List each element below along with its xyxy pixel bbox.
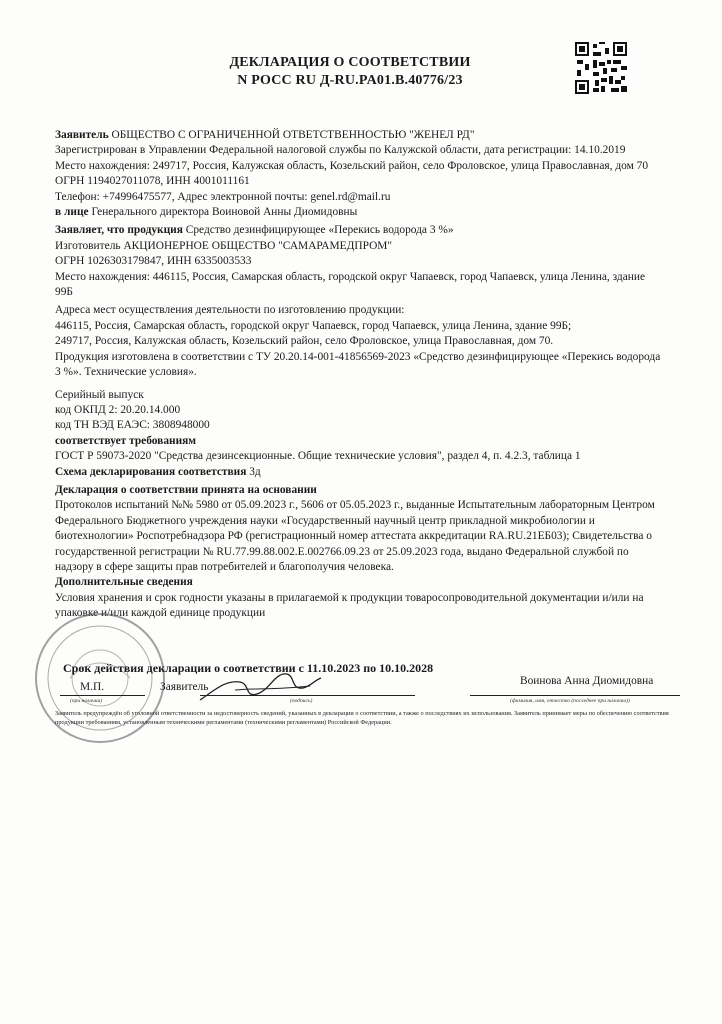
okpd-code: код ОКПД 2: 20.20.14.000 (55, 403, 181, 416)
validity-period: Срок действия декларации о соответствии с 11.10.2023 по 10.10.2028 (63, 661, 434, 675)
footnote: Заявитель предупреждён об уголовной ответственности за недостоверность сведений, указанных в декларации о соответствии, а также о последствиях их использования. Заявитель принимает меры по обеспечению соответствия продукции требованиям, установленным техническими регламентами (техническими регламентами) Российской Федерации. (55, 710, 669, 726)
tnved-code: код ТН ВЭД ЕАЭС: 3808948000 (55, 419, 210, 432)
production-label: Адреса мест осуществления деятельности по изготовлению продукции: (55, 304, 405, 317)
caption-mp: (при наличии) (70, 698, 103, 704)
signature-line (200, 695, 415, 696)
qr-code-icon (575, 42, 627, 94)
maker-line: Изготовитель АКЦИОНЕРНОЕ ОБЩЕСТВО "САМАРАМЕДПРОМ" (55, 239, 393, 252)
additional-label: Дополнительные сведения (55, 576, 193, 589)
applicant-person: в лице Генерального директора Воиновой Анны Диомидовны (55, 206, 358, 219)
applicant-name: ОБЩЕСТВО С ОГРАНИЧЕННОЙ ОТВЕТСТВЕННОСТЬЮ "ЖЕНЕЛ РД" (111, 129, 475, 141)
applicant-address: Место нахождения: 249717, Россия, Калужская область, Козельский район, село Фроловское, улица Православная, дом 70 (55, 159, 649, 172)
applicant-line: Заявитель ОБЩЕСТВО С ОГРАНИЧЕННОЙ ОТВЕТСТВЕННОСТЬЮ "ЖЕНЕЛ РД" (55, 129, 475, 141)
serial-production: Серийный выпуск (55, 388, 144, 401)
applicant-ogrn: ОГРН 1194027011078, ИНН 4001011161 (55, 175, 250, 188)
signer-name: Воинова Анна Диомидовна (520, 675, 654, 687)
declaration-body (55, 128, 665, 622)
seal-label: М.П. (80, 681, 105, 693)
basis-text: Протоколов испытаний №№ 5980 от 05.09.2023 г., 5606 от 05.05.2023 г., выданные Испытательным лабораторным Центром Федерального Бюджетного учреждения науки «Государственный научный центр прикладной микробиологии и биотехнологии» Роспотребнадзора РФ (регистрационный номер аттестата аккредитации RA.RU.21ЕБ03); Свидетельства о государственной регистрации № RU.77.99.88.002.Е.002766.09.23 от 25.09.2023 года, выдано Федеральной службой по надзору в сфере защиты прав потребителей и благополучия человека. (55, 499, 655, 573)
scheme-line: Схема декларирования соответствия 3д (55, 465, 261, 478)
applicant-contacts: Телефон: +74996475577, Адрес электронной почты: genel.rd@mail.ru (55, 190, 391, 203)
maker-address: Место нахождения: 446115, Россия, Самарская область, городской округ Чапаевск, город Чапаевск, улица Ленина, здание 99Б (55, 270, 646, 299)
production-address-1: 446115, Россия, Самарская область, городской округ Чапаевск, город Чапаевск, улица Ленина, здание 99Б; (55, 319, 572, 332)
product-spec: Продукция изготовлена в соответствии с ТУ 20.20.14-001-41856569-2023 «Средство дезинфицирующее «Перекись водорода 3 %». Технические условия». (55, 350, 661, 379)
requirements-label: соответствует требованиям (55, 434, 197, 447)
document-title: ДЕКЛАРАЦИЯ О СООТВЕТСТВИИ (229, 55, 471, 70)
product-line: Заявляет, что продукция Средство дезинфицирующее «Перекись водорода 3 %» (55, 224, 454, 237)
basis-label: Декларация о соответствии принята на основании (55, 483, 317, 496)
applicant-sign-label: Заявитель (160, 681, 209, 693)
requirements-text: ГОСТ Р 59073-2020 "Средства дезинсекционные. Общие технические условия", раздел 4, п. 4.2.3, таблица 1 (55, 450, 581, 463)
seal-line (60, 695, 145, 696)
maker-ogrn: ОГРН 1026303179847, ИНН 6335003533 (55, 255, 252, 268)
round-seal-stamp (30, 608, 170, 748)
caption-sign: (подпись) (290, 698, 313, 704)
applicant-registration: Зарегистрирован в Управлении Федеральной налоговой службы по Калужской области, дата регистрации: 14.10.2019 (55, 144, 626, 157)
declaration-number: N РОСС RU Д-RU.PA01.B.40776/23 (237, 73, 463, 88)
name-line (470, 695, 680, 696)
production-address-2: 249717, Россия, Калужская область, Козельский район, село Фроловское, улица Православная, дом 70. (55, 335, 554, 348)
additional-text: Условия хранения и срок годности указаны в прилагаемой к продукции товаросопроводительной документации и/или на упаковке и/или каждой единице продукции (55, 591, 644, 620)
product-name: Средство дезинфицирующее «Перекись водорода 3 %» (185, 224, 454, 237)
caption-name: (фамилия, имя, отчество (последнее при наличии)) (510, 698, 630, 704)
